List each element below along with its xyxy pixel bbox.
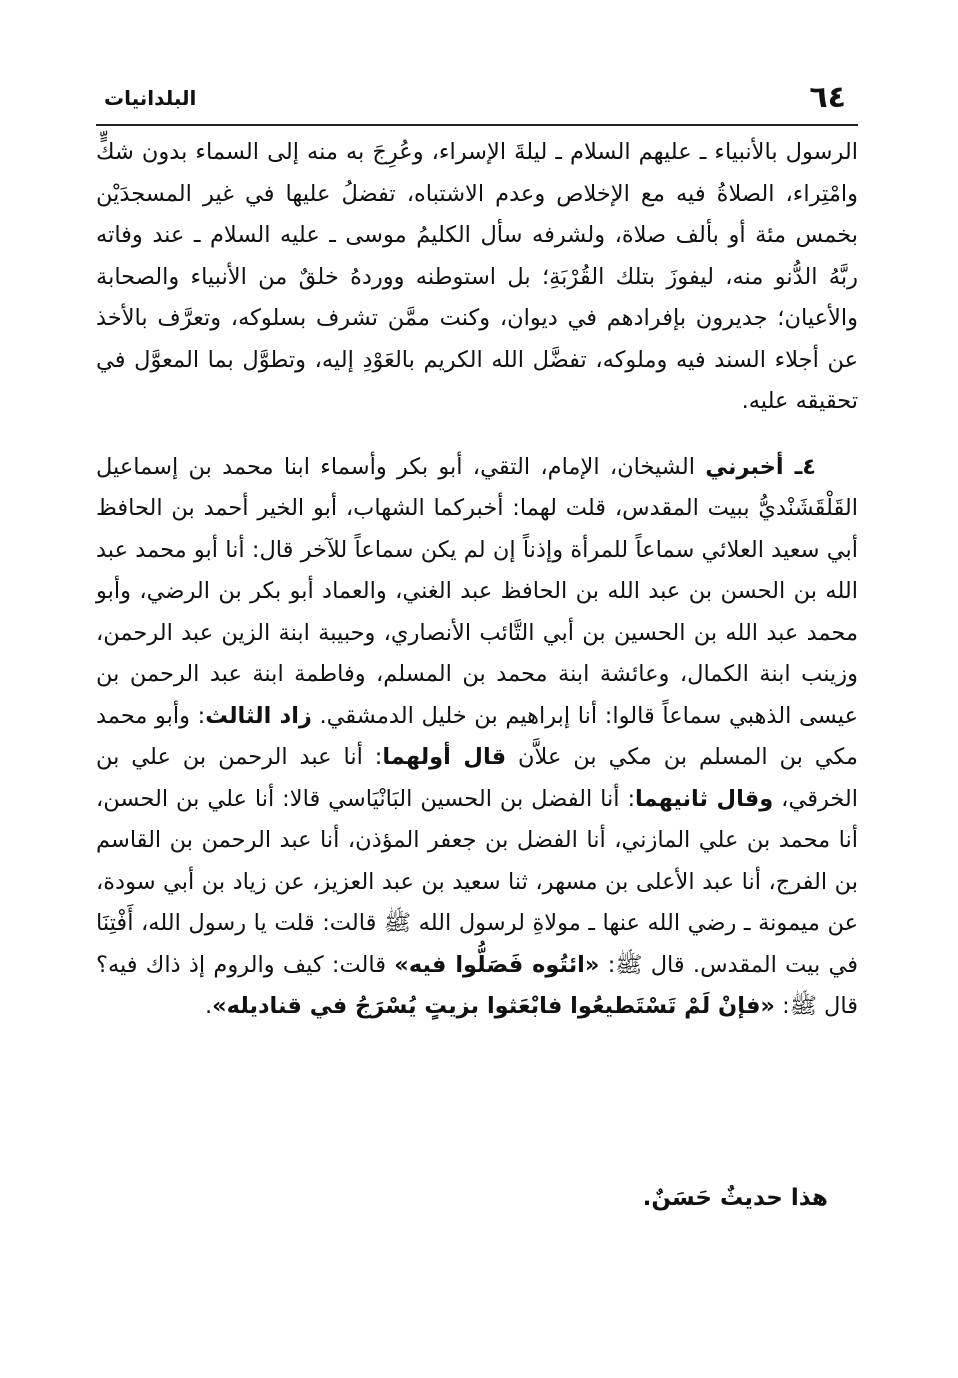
paragraph-2-part-b: : وأبو محمد مكي بن المسلم بن مكي بن علاَّن — [96, 702, 858, 770]
first-said-label: قال أولهما — [382, 744, 507, 770]
paragraph-2-part-d: : أنا الفضل بن الحسين البَانْيَاسي قالا: أنا علي بن الحسن، أنا محمد بن علي المازني، أنا الفضل بن جعفر المؤذن، أنا عبد الرحمن بن القاسم بن الفرج، أنا عبد الأعلى بن مسهر، ثنا سعيد بن عبد العزيز، عن زياد بن أبي سودة، عن ميمونة ـ رضي الله عنها ـ مولاةِ لرسول الله ﷺ قالت: قلت يا رسول الله، أَفْتِنَا في بيت المقدس. قال ﷺ: — [96, 785, 859, 978]
hadith-number-lead: ٤ـ أخبرني — [705, 453, 816, 480]
prophetic-quote-1: «ائتُوه فَصَلُّوا فيه» — [394, 951, 600, 978]
paragraph-2-part-f: . — [204, 993, 213, 1019]
header-rule — [96, 124, 858, 126]
added-third-label: زاد الثالث — [205, 702, 312, 729]
body-text — [96, 132, 858, 1028]
paragraph-2 — [96, 447, 858, 1028]
page-header — [96, 80, 856, 120]
page-number: ٦٤ — [809, 80, 846, 115]
running-title: البلدانيات — [104, 86, 197, 110]
paragraph-2-part-e: قالت: كيف والروم إذ ذاك فيه؟ قال ﷺ: — [96, 951, 858, 1019]
paragraph-1: الرسول بالأنبياء ـ عليهم السلام ـ ليلةَ الإسراء، وعُرِجَ به منه إلى السماء بدون شكٍّ وامْتِراء، الصلاةُ فيه مع الإخلاص وعدم الاشتباه، تفضلُ عليها في غير المسجدَيْن بخمس مئة أو بألف صلاة، ولشرفه سأل الكليمُ موسى ـ عليه السلام ـ عند وفاته ربَّهُ الدُّنو منه، ليفوزَ بتلك القُرْبَةِ؛ بل استوطنه ووردهُ خلقٌ من الأنبياء والصحابة والأعيان؛ جديرون بإفرادهم في ديوان، وكنت ممَّن تشرف بسلوكه، وتعرَّف بالأخذ عن أجلاء السند فيه وملوكه، تفضَّل الله الكريم بالعَوْدِ إليه، وتطوَّل بما المعوَّل في تحقيقه عليه. — [96, 139, 858, 414]
prophetic-quote-2: «فإنْ لَمْ تَسْتَطيعُوا فابْعَثوا بزيتٍ يُسْرَجُ في قناديله» — [212, 993, 775, 1019]
paragraph-2-part-c: : أنا عبد الرحمن بن علي بن الخرقي، — [96, 744, 858, 812]
paragraph-2-part-a: الشيخان، الإمام، التقي، أبو بكر وأسماء ابنا محمد بن إسماعيل القَلْقَشَنْديُّ ببيت المقدس، قلت لهما: أخبركما الشهاب، أبو الخير أحمد بن الحافظ أبي سعيد العلائي سماعاً للمرأة وإذناً إن لم يكن سماعاً للآخر قال: أنا أبو محمد عبد الله بن الحسن بن عبد الله بن الحافظ عبد الغني، والعماد أبو بكر بن الرضي، وأبو محمد عبد الله بن الحسين بن أبي التَّائب الأنصاري، وحبيبة ابنة الزين عبد الرحمن، وزينب ابنة الكمال، وعائشة ابنة محمد بن المسلم، وفاطمة ابنة عبد الرحمن بن عيسى الذهبي سماعاً قالوا: أنا إبراهيم بن خليل الدمشقي. — [96, 453, 859, 729]
second-said-label: وقال ثانيهما — [635, 785, 774, 812]
hadith-grading: هذا حديثٌ حَسَنٌ. — [642, 1185, 828, 1211]
